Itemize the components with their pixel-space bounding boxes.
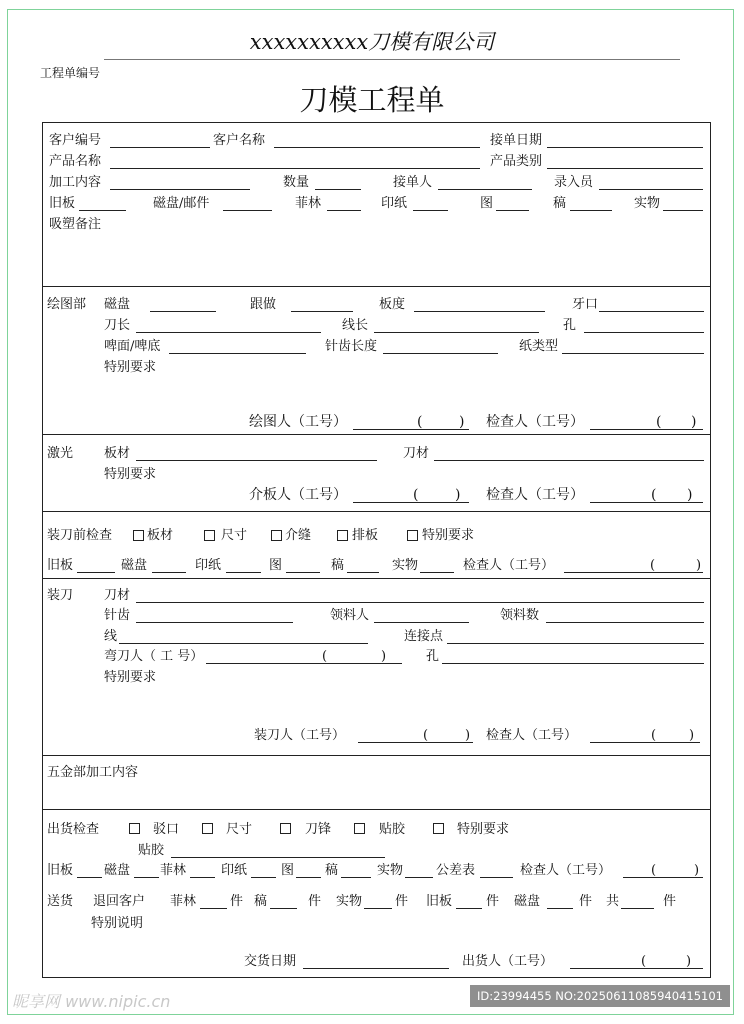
section-divider [43,286,710,287]
picker-field[interactable] [374,622,469,623]
drawing-dept-label: 绘图部 [47,297,87,312]
follow-label: 跟做 [250,297,277,312]
ship-checker-paren-close: ) [694,863,700,878]
shipper-paren-open: ( [641,954,647,969]
delivery-disk-unit: 件 [579,894,593,909]
special-note-label: 特别说明 [91,916,144,931]
pre-check-size-text: 尺寸 [221,528,248,543]
ship-old-board-field[interactable] [77,877,102,878]
laser-checker-label: 检查人（工号） [486,487,584,503]
ship-glue-checkbox[interactable] [354,823,365,834]
ship-disk-label: 磁盘 [104,863,131,878]
ship-glue-text: 贴胶 [379,822,406,837]
ship-drawing-label: 图 [281,863,295,878]
pre-check-paren-close: ) [696,558,702,573]
ship-tolerance-field[interactable] [480,877,513,878]
pre-check-gap-text: 介缝 [285,528,312,543]
shipper-paren-close: ) [686,954,692,969]
delivery-old-board-label: 旧板 [426,894,453,909]
client-no-field[interactable] [110,147,210,148]
drawing-special-label: 特别要求 [104,360,157,375]
ship-sample-label: 实物 [377,863,404,878]
drawing-hole-field[interactable] [584,332,704,333]
ship-special-text: 特别要求 [457,822,510,837]
delivery-date-field[interactable] [303,968,449,969]
drawing-checker-field[interactable] [590,429,703,430]
ship-glue-label: 贴胶 [138,843,165,858]
paper-type-label: 纸类型 [519,339,559,354]
company-name: xxxxxxxxxx刀模有限公司 [249,30,495,54]
laser-board-field[interactable] [136,460,377,461]
section-divider [43,809,710,810]
connect-point-label: 连接点 [404,629,444,644]
ship-manuscript-field[interactable] [341,877,371,878]
process-content-label: 加工内容 [49,175,102,190]
delivery-label: 送货 [47,894,74,909]
ship-seam-checkbox[interactable] [129,823,140,834]
pre-check-manuscript-field[interactable] [347,572,379,573]
board-cutter-label: 介板人（工号） [249,487,347,503]
watermark-id-bar: ID:23994455 NO:20250611085940415101 [470,985,730,1007]
install-hole-field[interactable] [442,663,704,664]
film-label: 菲林 [295,196,322,211]
order-date-label: 接单日期 [490,133,543,148]
receiver-label: 接单人 [393,175,433,190]
ship-disk-field[interactable] [134,877,159,878]
drawer-paren-open: ( [417,414,423,430]
entry-clerk-label: 录入员 [554,175,594,190]
install-knife-field[interactable] [136,602,704,603]
pre-check-print-field[interactable] [226,572,261,573]
blister-note-label: 吸塑备注 [49,217,102,232]
ship-sample-field[interactable] [405,877,433,878]
laser-board-label: 板材 [104,446,131,461]
pre-check-disk-label: 磁盘 [121,558,148,573]
installer-paren-close: ) [465,728,471,743]
ship-print-label: 印纸 [221,863,248,878]
ship-size-checkbox[interactable] [202,823,213,834]
install-checker-label: 检查人（工号） [486,728,578,743]
teeth-label: 牙口 [572,297,599,312]
ship-checker-field[interactable] [623,877,703,878]
manuscript-label: 稿 [553,196,567,211]
board-thickness-field[interactable] [414,311,545,312]
install-label: 装刀 [47,588,74,603]
hardware-label: 五金部加工内容 [47,765,139,780]
laser-checker-paren-close: ) [687,487,693,503]
watermark-logo: 昵享网 www.nipic.cn [12,992,171,1011]
ship-checker-label: 检查人（工号） [520,863,612,878]
serial-number-label: 工程单编号 [40,66,101,80]
follow-field[interactable] [291,311,353,312]
ship-film-label: 菲林 [160,863,187,878]
paper-type-field[interactable] [562,353,704,354]
install-checker-field[interactable] [590,742,700,743]
pre-check-size-checkbox[interactable] [204,530,215,541]
client-name-label: 客户名称 [213,133,266,148]
install-checker-paren-close: ) [689,728,695,743]
disk-mail-field[interactable] [223,210,272,211]
face-bottom-label: 啤面/啤底 [104,339,161,354]
install-line-label: 线 [104,629,118,644]
form-title: 刀模工程单 [299,83,445,117]
drawing-hole-label: 孔 [563,318,577,333]
film-field[interactable] [327,210,361,211]
quantity-label: 数量 [283,175,310,190]
ship-checker-paren-open: ( [651,863,657,878]
pre-check-old-board-label: 旧板 [47,558,74,573]
receiver-field[interactable] [438,189,532,190]
drawing-disk-label: 磁盘 [104,297,131,312]
print-paper-label: 印纸 [381,196,408,211]
product-name-field[interactable] [110,168,480,169]
product-name-label: 产品名称 [49,154,102,169]
install-hole-label: 孔 [426,649,440,664]
delivery-total-field[interactable] [621,908,654,909]
disk-mail-label: 磁盘/邮件 [153,196,210,211]
drawer-paren-close: ) [459,414,465,430]
pre-check-board-checkbox[interactable] [133,530,144,541]
delivery-film-field[interactable] [200,908,227,909]
old-board-field[interactable] [79,210,126,211]
shipper-field[interactable] [570,968,703,969]
picker-label: 领料人 [330,608,370,623]
install-line-field[interactable] [119,643,368,644]
laser-label: 激光 [47,446,74,461]
pre-check-checker-field[interactable] [564,572,703,573]
ship-old-board-label: 旧板 [47,863,74,878]
pick-count-label: 领料数 [500,608,540,623]
ship-size-text: 尺寸 [226,822,253,837]
ship-print-field[interactable] [251,877,276,878]
install-special-label: 特别要求 [104,670,157,685]
delivery-old-board-field[interactable] [456,908,482,909]
ship-drawing-field[interactable] [296,877,321,878]
laser-special-label: 特别要求 [104,467,157,482]
delivery-old-board-unit: 件 [486,894,500,909]
sample-label: 实物 [634,196,661,211]
shipper-label: 出货人（工号） [462,954,554,969]
delivery-date-label: 交货日期 [244,954,297,969]
return-client-label: 退回客户 [93,894,146,909]
print-paper-field[interactable] [413,210,448,211]
installer-paren-open: ( [423,728,429,743]
pre-check-drawing-field[interactable] [286,572,320,573]
pre-check-manuscript-label: 稿 [331,558,345,573]
work-order-form [42,122,711,978]
delivery-manuscript-unit: 件 [308,894,322,909]
ship-inspect-label: 出货检查 [47,822,100,837]
connect-point-field[interactable] [447,643,704,644]
pre-check-sample-label: 实物 [392,558,419,573]
pre-check-special-text: 特别要求 [422,528,475,543]
delivery-disk-label: 磁盘 [514,894,541,909]
ship-manuscript-label: 稿 [325,863,339,878]
product-type-field[interactable] [547,168,703,169]
pre-check-layout-checkbox[interactable] [337,530,348,541]
delivery-manuscript-field[interactable] [270,908,297,909]
laser-knife-field[interactable] [434,460,704,461]
entry-clerk-field[interactable] [599,189,703,190]
bender-paren-close: ) [381,649,387,664]
face-bottom-field[interactable] [169,353,306,354]
bender-field[interactable] [206,663,402,664]
board-cutter-paren-open: ( [413,487,419,503]
pre-check-board-text: 板材 [147,528,174,543]
board-cutter-field[interactable] [353,502,469,503]
ship-special-checkbox[interactable] [433,823,444,834]
pre-check-old-board-field[interactable] [77,572,115,573]
pre-check-layout-text: 排板 [352,528,379,543]
installer-label: 装刀人（工号） [254,728,346,743]
line-length-label: 线长 [342,318,369,333]
quantity-field[interactable] [315,189,361,190]
delivery-total-unit: 件 [663,894,677,909]
section-divider [43,578,710,579]
drawing-checker-paren-close: ) [691,414,697,430]
delivery-film-label: 菲林 [170,894,197,909]
pre-check-sample-field[interactable] [420,572,454,573]
line-length-field[interactable] [374,332,539,333]
knife-length-label: 刀长 [104,318,131,333]
needle-label: 针齿 [104,608,131,623]
delivery-sample-unit: 件 [395,894,409,909]
section-divider [43,755,710,756]
teeth-field[interactable] [599,311,704,312]
install-checker-paren-open: ( [651,728,657,743]
sample-field[interactable] [663,210,703,211]
pick-count-field[interactable] [546,622,704,623]
drawing-label: 图 [480,196,494,211]
pre-check-gap-checkbox[interactable] [271,530,282,541]
delivery-disk-field[interactable] [547,908,573,909]
ship-glue-field[interactable] [171,857,385,858]
drawing-disk-field[interactable] [150,311,216,312]
drawer-label: 绘图人（工号） [249,414,347,430]
ship-tolerance-label: 公差表 [436,863,476,878]
bender-label: 弯刀人（ 工 号） [104,649,204,664]
pre-check-checker-label: 检查人（工号） [463,558,555,573]
needle-field[interactable] [136,622,293,623]
installer-field[interactable] [358,742,473,743]
delivery-total-label: 共 [606,894,620,909]
knife-length-field[interactable] [136,332,321,333]
drawing-field[interactable] [496,210,529,211]
install-knife-label: 刀材 [104,588,131,603]
client-name-field[interactable] [274,147,480,148]
delivery-manuscript-label: 稿 [254,894,268,909]
ship-edge-text: 刀锋 [305,822,332,837]
board-thickness-label: 板度 [379,297,406,312]
pre-check-drawing-label: 图 [269,558,283,573]
bender-paren-open: ( [322,649,328,664]
delivery-sample-label: 实物 [336,894,363,909]
drawing-checker-paren-open: ( [656,414,662,430]
product-type-label: 产品类别 [490,154,543,169]
board-cutter-paren-close: ) [455,487,461,503]
ship-edge-checkbox[interactable] [280,823,291,834]
pre-check-print-label: 印纸 [195,558,222,573]
ship-seam-text: 驳口 [153,822,180,837]
pre-check-special-checkbox[interactable] [407,530,418,541]
pre-check-label: 装刀前检查 [47,528,113,543]
tooth-length-field[interactable] [383,353,498,354]
tooth-length-label: 针齿长度 [325,339,378,354]
drawing-checker-label: 检查人（工号） [486,414,584,430]
delivery-sample-field[interactable] [364,908,392,909]
section-divider [43,511,710,512]
process-content-field[interactable] [110,189,250,190]
manuscript-field[interactable] [570,210,612,211]
drawer-field[interactable] [353,429,469,430]
laser-checker-paren-open: ( [651,487,657,503]
section-divider [43,434,710,435]
pre-check-paren-open: ( [650,558,656,573]
client-no-label: 客户编号 [49,133,102,148]
ship-film-field[interactable] [190,877,215,878]
header-rule [104,59,680,60]
old-board-label: 旧板 [49,196,76,211]
delivery-film-unit: 件 [230,894,244,909]
pre-check-disk-field[interactable] [152,572,186,573]
order-date-field[interactable] [547,147,703,148]
laser-knife-label: 刀材 [403,446,430,461]
